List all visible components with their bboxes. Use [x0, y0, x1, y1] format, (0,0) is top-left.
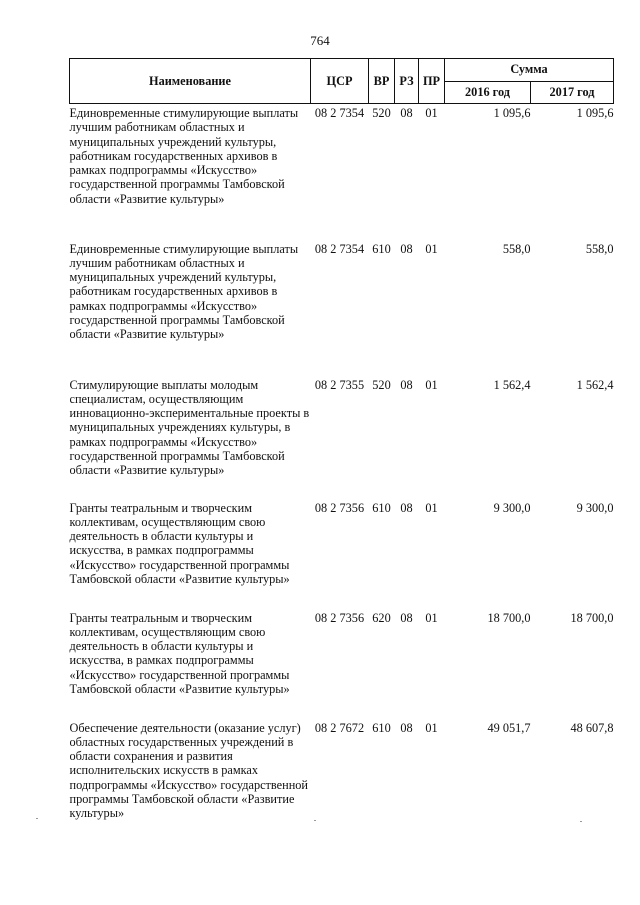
- row-pr: 01: [425, 500, 438, 515]
- row-csr: 08 2 7356: [314, 500, 365, 515]
- row-sum-2016: 1 095,6: [493, 106, 531, 120]
- row-sum-2017: 1 095,6: [576, 106, 614, 120]
- table-body: [70, 104, 614, 845]
- table-row: [70, 378, 614, 501]
- row-vr: 520: [372, 377, 391, 392]
- table-row: [70, 611, 614, 721]
- row-rz: 08: [400, 610, 413, 625]
- row-vr: 610: [372, 500, 391, 515]
- row-vr: 610: [372, 241, 391, 256]
- header-pr: ПР: [419, 59, 445, 104]
- row-name: Единовременные стимулирующие выплаты лучшим работникам областных и муниципальных учреждений культуры, работникам государственных архивов в рамках подпрограммы «Искусство» государственной программы Тамбовской области «Развитие культуры»: [69, 106, 299, 206]
- row-sum-2017: 9 300,0: [576, 500, 614, 515]
- row-rz: 08: [400, 106, 413, 120]
- row-sum-2017: 48 607,8: [570, 720, 614, 735]
- row-name: Обеспечение деятельности (оказание услуг) областных государственных учреждений в области сохранения и развития исполнительских искусств в рамках подпрограммы «Искусство» государственной программы Тамбовской области «Развитие культуры»: [69, 720, 309, 821]
- row-rz: 08: [400, 377, 413, 392]
- scan-speck: [36, 818, 38, 819]
- table-header: [70, 59, 614, 104]
- header-vr: ВР: [369, 59, 395, 104]
- header-rz: РЗ: [395, 59, 419, 104]
- row-csr: 08 2 7672: [314, 720, 365, 735]
- row-sum-2016: 9 300,0: [493, 500, 531, 515]
- row-name: Стимулирующие выплаты молодым специалистам, осуществляющим инновационно-экспериментальные проекты в муниципальных учреждениях культуры, в рамках подпрограммы «Искусство» государственной программы Тамбовской области «Развитие культуры»: [69, 377, 310, 478]
- row-name: Гранты театральным и творческим коллективам, осуществляющим свою деятельность в области культуры и искусства, в рамках подпрограммы «Искусство» государственной программы Тамбовской области «Развитие культуры»: [69, 500, 290, 586]
- row-csr: 08 2 7356: [314, 610, 365, 625]
- scan-speck: [314, 820, 316, 821]
- page-number: 764: [310, 33, 330, 48]
- row-csr: 08 2 7354: [314, 241, 365, 256]
- row-sum-2017: 1 562,4: [576, 377, 614, 392]
- row-pr: 01: [425, 720, 438, 735]
- row-rz: 08: [400, 720, 413, 735]
- row-name: Единовременные стимулирующие выплаты лучшим работникам областных и муниципальных учреждений культуры, работникам государственных архивов в рамках подпрограммы «Искусство» государственной программы Тамбовской области «Развитие культуры»: [69, 241, 299, 342]
- row-sum-2016: 558,0: [502, 241, 531, 256]
- row-vr: 610: [372, 720, 391, 735]
- row-sum-2017: 18 700,0: [570, 610, 614, 625]
- row-sum-2016: 49 051,7: [487, 720, 531, 735]
- header-name: Наименование: [70, 59, 311, 104]
- row-sum-2016: 18 700,0: [487, 610, 531, 625]
- table-row: [70, 721, 614, 845]
- row-sum-2016: 1 562,4: [493, 377, 531, 392]
- budget-table: [69, 58, 614, 845]
- row-pr: 01: [425, 241, 438, 256]
- table-row: [70, 242, 614, 378]
- table-row: [70, 501, 614, 611]
- header-csr: ЦСР: [311, 59, 369, 104]
- row-vr: 620: [372, 610, 391, 625]
- row-pr: 01: [425, 106, 438, 120]
- row-pr: 01: [425, 377, 438, 392]
- row-sum-2017: 558,0: [585, 241, 614, 256]
- row-name: Гранты театральным и творческим коллективам, осуществляющим свою деятельность в области культуры и искусства, в рамках подпрограммы «Искусство» государственной программы Тамбовской области «Развитие культуры»: [69, 610, 290, 696]
- row-vr: 520: [372, 106, 391, 120]
- header-year-2017: 2017 год: [531, 81, 614, 104]
- header-year-2016: 2016 год: [445, 81, 531, 104]
- row-pr: 01: [425, 610, 438, 625]
- table-row: [70, 104, 614, 242]
- scan-speck: [580, 821, 582, 822]
- header-sum: Сумма: [445, 59, 614, 82]
- row-rz: 08: [400, 500, 413, 515]
- row-csr: 08 2 7355: [314, 377, 365, 392]
- row-csr: 08 2 7354: [314, 106, 365, 120]
- row-rz: 08: [400, 241, 413, 256]
